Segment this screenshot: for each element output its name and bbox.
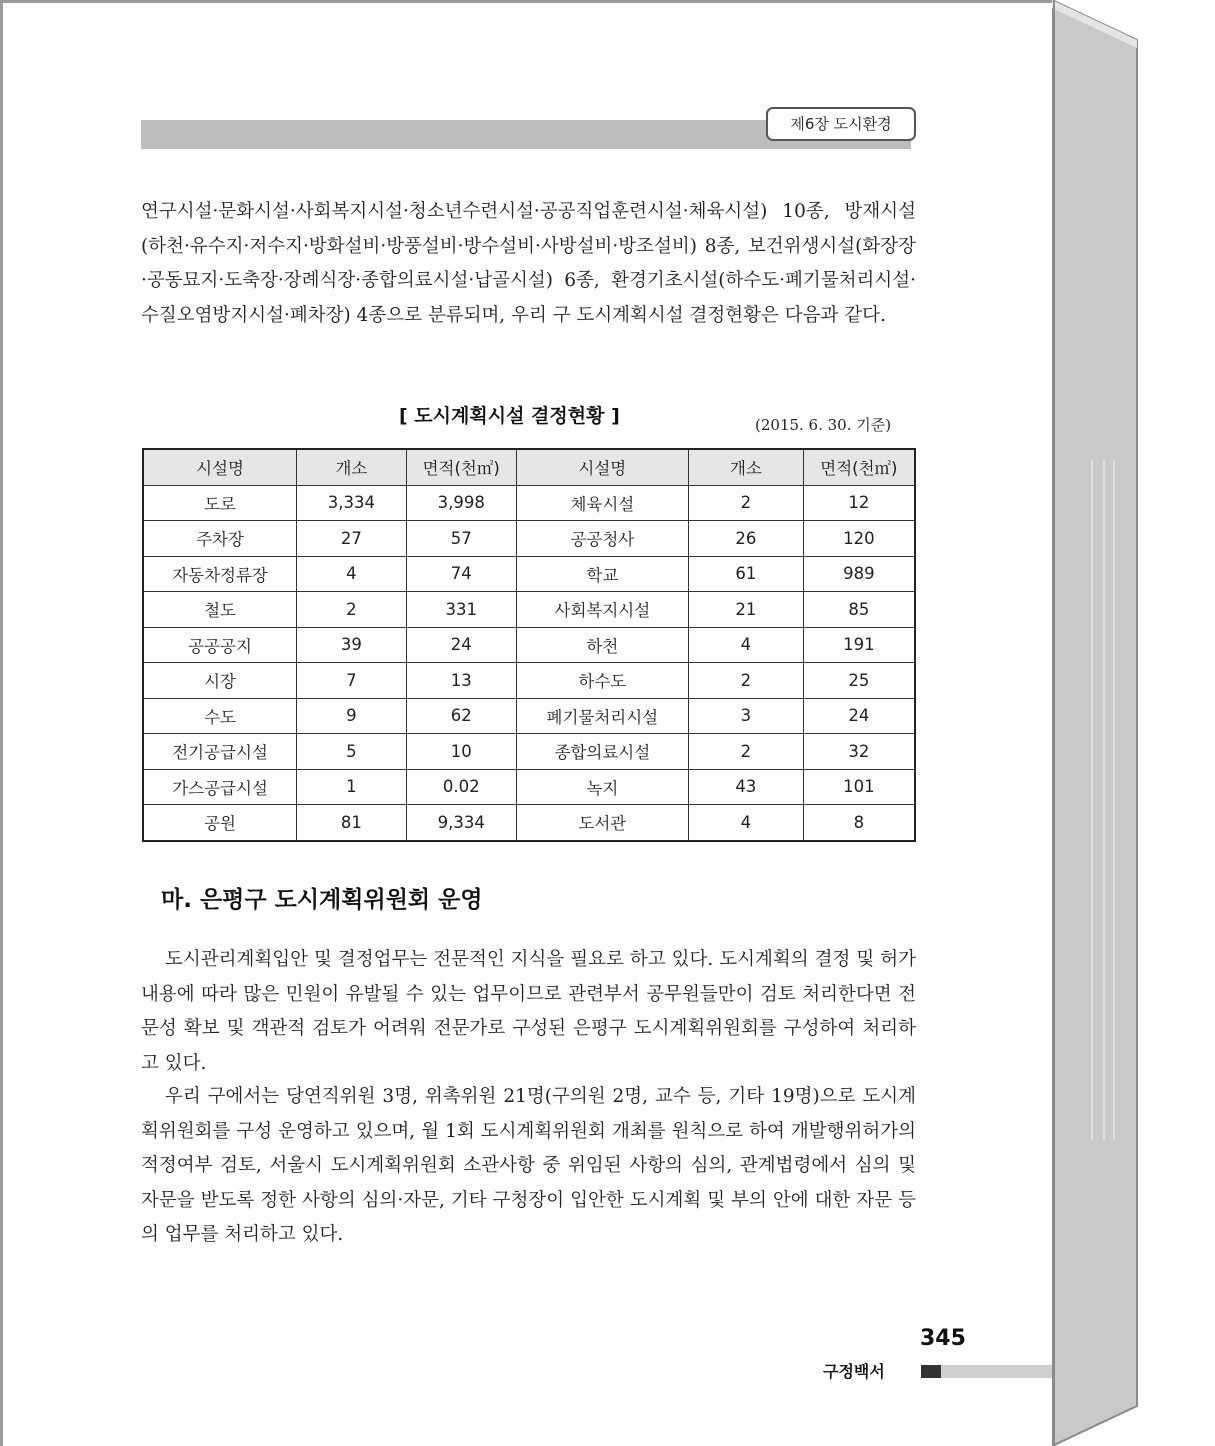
table-cell: 가스공급시설 <box>143 769 297 805</box>
table-cell: 62 <box>406 698 516 734</box>
table-cell: 74 <box>406 556 516 592</box>
table-row <box>143 663 915 699</box>
header-cell: 개소 <box>297 449 407 485</box>
table-cell: 57 <box>406 521 516 557</box>
table-cell: 3 <box>689 698 804 734</box>
table-cell: 85 <box>803 592 915 628</box>
table-cell: 191 <box>803 627 915 663</box>
footer-bar-marker <box>921 1365 941 1378</box>
table-cell: 학교 <box>516 556 688 592</box>
table-row <box>143 734 915 770</box>
table-row <box>143 556 915 592</box>
table-cell: 녹지 <box>516 769 688 805</box>
table-date: (2015. 6. 30. 기준) <box>755 416 892 434</box>
table-cell: 2 <box>297 592 407 628</box>
table-cell: 2 <box>689 734 804 770</box>
header-cell: 개소 <box>689 449 804 485</box>
table-row <box>143 485 915 521</box>
table-cell: 989 <box>803 556 915 592</box>
table-cell: 폐기물처리시설 <box>516 698 688 734</box>
table-cell: 철도 <box>143 592 297 628</box>
table-cell: 하천 <box>516 627 688 663</box>
table-cell: 하수도 <box>516 663 688 699</box>
table-cell: 24 <box>406 627 516 663</box>
table-cell: 사회복지시설 <box>516 592 688 628</box>
table-cell: 자동차정류장 <box>143 556 297 592</box>
table-cell: 9 <box>297 698 407 734</box>
header-cell: 시설명 <box>516 449 688 485</box>
table-cell: 43 <box>689 769 804 805</box>
table-row <box>143 805 915 841</box>
table-cell: 9,334 <box>406 805 516 841</box>
table-row <box>143 627 915 663</box>
table-cell: 0.02 <box>406 769 516 805</box>
table-cell: 2 <box>689 663 804 699</box>
chapter-tab: 제6장 도시환경 <box>766 107 916 141</box>
table-cell: 주차장 <box>143 521 297 557</box>
table-cell: 4 <box>689 627 804 663</box>
footer-book-title: 구정백서 <box>823 1362 885 1381</box>
table-cell: 도서관 <box>516 805 688 841</box>
table-cell: 3,334 <box>297 485 407 521</box>
table-cell: 25 <box>803 663 915 699</box>
header-cell: 시설명 <box>143 449 297 485</box>
page-number: 345 <box>920 1326 966 1351</box>
table-cell: 3,998 <box>406 485 516 521</box>
table-cell: 10 <box>406 734 516 770</box>
table-cell: 시장 <box>143 663 297 699</box>
table-cell: 공공공지 <box>143 627 297 663</box>
table-cell: 2 <box>689 485 804 521</box>
table-row <box>143 521 915 557</box>
table-cell: 331 <box>406 592 516 628</box>
section-title: 마. 은평구 도시계획위원회 운영 <box>161 887 483 913</box>
book-edge-graphic <box>1052 0 1215 1446</box>
table-cell: 공공청사 <box>516 521 688 557</box>
table-cell: 도로 <box>143 485 297 521</box>
table-cell: 체육시설 <box>516 485 688 521</box>
section-paragraph-2: 우리 구에서는 당연직위원 3명, 위촉위원 21명(구의원 2명, 교수 등, 기타 19명)으로 도시계획위원회를 구성 운영하고 있으며, 월 1회 도시계획위원회 개최를 원칙으로 하여 개발행위허가의 적정여부 검토, 서울시 도시계획위원회 소관사항 중 위임된 사항의 심의, 관계법령에서 심의 및 자문을 받도록 정한 사항의 심의·자문, 기타 구청장이 입안한 도시계획 및 부의 안에 대한 자문 등의 업무를 처리하고 있다. <box>141 1086 916 1245</box>
header-cell: 면적(천㎡) <box>803 449 915 485</box>
table-body <box>143 485 915 841</box>
table-cell: 공원 <box>143 805 297 841</box>
intro-paragraph: 연구시설·문화시설·사회복지시설·청소년수련시설·공공직업훈련시설·체육시설) 10종, 방재시설(하천·유수지·저수지·방화설비·방풍설비·방수설비·사방설비·방조설비) 8종, 보건위생시설(화장장·공동묘지·도축장·장례식장·종합의료시설·납골시설) 6종, 환경기초시설(하수도·폐기물처리시설·수질오염방지시설·폐차장) 4종으로 분류되며, 우리 구 도시계획시설 결정현황은 다음과 같다. <box>141 201 916 326</box>
table-cell: 21 <box>689 592 804 628</box>
table-cell: 39 <box>297 627 407 663</box>
table-cell: 12 <box>803 485 915 521</box>
footer-bar <box>941 1365 1055 1378</box>
table-cell: 32 <box>803 734 915 770</box>
table-row <box>143 592 915 628</box>
table-cell: 7 <box>297 663 407 699</box>
table-cell: 13 <box>406 663 516 699</box>
table-row <box>143 769 915 805</box>
table-cell: 종합의료시설 <box>516 734 688 770</box>
table-cell: 5 <box>297 734 407 770</box>
table-cell: 24 <box>803 698 915 734</box>
table-cell: 수도 <box>143 698 297 734</box>
table-cell: 26 <box>689 521 804 557</box>
table-row <box>143 698 915 734</box>
table-cell: 27 <box>297 521 407 557</box>
section-paragraph-1: 도시관리계획입안 및 결정업무는 전문적인 지식을 필요로 하고 있다. 도시계획의 결정 및 허가내용에 따라 많은 민원이 유발될 수 있는 업무이므로 관련부서 공무원들만이 검토 처리한다면 전문성 확보 및 객관적 검토가 어려워 전문가로 구성된 은평구 도시계획위원회를 구성하여 처리하고 있다. <box>141 949 916 1074</box>
table-cell: 4 <box>689 805 804 841</box>
table-header-row <box>143 449 915 485</box>
table-cell: 8 <box>803 805 915 841</box>
table-cell: 81 <box>297 805 407 841</box>
table-cell: 4 <box>297 556 407 592</box>
header-cell: 면적(천㎡) <box>406 449 516 485</box>
table-cell: 1 <box>297 769 407 805</box>
table-cell: 전기공급시설 <box>143 734 297 770</box>
table-title: [ 도시계획시설 결정현황 ] <box>399 405 620 427</box>
table-cell: 120 <box>803 521 915 557</box>
table-cell: 101 <box>803 769 915 805</box>
facilities-table <box>142 448 916 842</box>
table-cell: 61 <box>689 556 804 592</box>
